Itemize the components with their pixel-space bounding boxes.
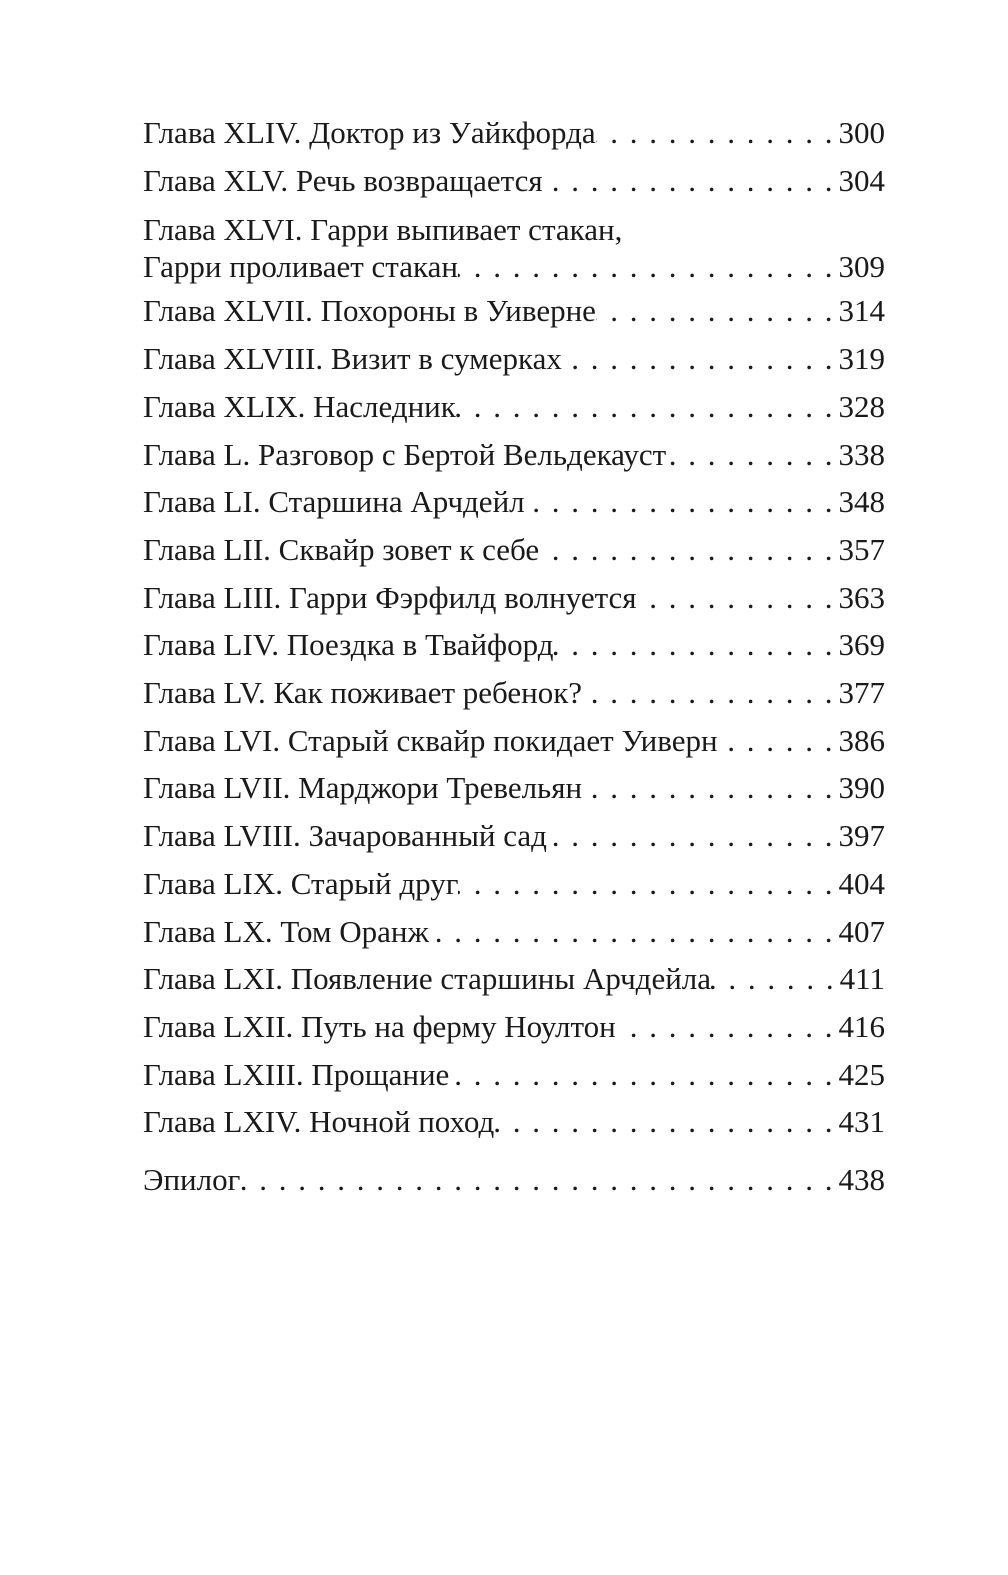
toc-entry (143, 335, 885, 383)
toc-entry (143, 764, 885, 812)
toc-entry-page: 390 (838, 770, 885, 806)
toc-entry-page: 304 (838, 162, 885, 198)
toc-entry-title-line1: Глава XLVI. Гарри выпивает стакан, (143, 212, 623, 248)
dot-leader (539, 526, 838, 574)
dot-leader (562, 335, 839, 383)
toc-entry-title: Эпилог (143, 1162, 241, 1198)
toc-entry (143, 431, 885, 479)
toc-entry (143, 1003, 885, 1051)
dot-leader (616, 1003, 839, 1051)
toc-entry (143, 669, 885, 717)
dot-leader (494, 1098, 838, 1146)
toc-entry (143, 812, 885, 860)
toc-entry (143, 383, 885, 431)
toc-entry-title: Глава LXIII. Прощание (143, 1056, 450, 1092)
toc-entry-page: 416 (838, 1008, 885, 1044)
toc-entry-title: Глава XLVIII. Визит в сумерках (143, 341, 562, 377)
dot-leader (240, 1156, 838, 1204)
toc-entry-title: Глава LV. Как поживает ребенок? (143, 675, 583, 711)
toc-entry-title: Глава LIII. Гарри Фэрфилд волнуется (143, 579, 637, 615)
toc-entry-page: 438 (838, 1162, 885, 1198)
toc-entry (143, 478, 885, 526)
toc-entry-title: Глава LIV. Поездка в Твайфорд (143, 627, 554, 663)
dot-leader (456, 383, 839, 431)
toc-entry-page: 300 (838, 115, 885, 150)
toc-entry (143, 526, 885, 574)
toc-entry (143, 621, 885, 669)
toc-entry-page: 377 (838, 675, 885, 711)
toc-entry-page: 363 (838, 579, 885, 615)
toc-entry (143, 157, 885, 205)
toc-entry-title: Глава LII. Сквайр зовет к себе (143, 531, 540, 567)
toc-entry-page: 411 (839, 961, 885, 997)
dot-leader (525, 478, 839, 526)
toc-entry-title: Глава XLIV. Доктор из Уайкфорда (143, 115, 596, 150)
dot-leader (582, 669, 838, 717)
toc-entry-page: 348 (838, 484, 885, 520)
toc-entry-page: 319 (838, 341, 885, 377)
toc-entry (143, 717, 885, 765)
toc-entry-title: Глава XLIX. Наследник (143, 388, 456, 424)
dot-leader (596, 287, 839, 335)
toc-entry-multiline (143, 204, 885, 287)
dot-leader (582, 764, 838, 812)
dot-leader (458, 860, 838, 908)
dot-leader (543, 157, 839, 205)
section-spacer (143, 1146, 885, 1156)
toc-entry (143, 247, 885, 287)
toc-entry-page: 386 (838, 722, 885, 758)
toc-entry-page: 407 (838, 913, 885, 949)
toc-entry-epilogue (143, 1156, 885, 1204)
toc-entry (143, 1051, 885, 1099)
toc-entry-title: Глава LVI. Старый сквайр покидает Уиверн (143, 722, 718, 758)
toc-entry-page: 338 (838, 436, 885, 472)
dot-leader (458, 247, 839, 287)
toc-entry-title: Глава LXIV. Ночной поход (143, 1104, 495, 1140)
toc-entry-title: Глава XLVII. Похороны в Уиверне (143, 293, 596, 329)
toc-entry-page: 404 (838, 865, 885, 901)
toc-entry-title: Глава LVII. Марджори Тревельян (143, 770, 583, 806)
toc-entry-title: Глава LIX. Старый друг (143, 865, 459, 901)
toc-entry-title: Глава XLV. Речь возвращается (143, 162, 543, 198)
toc-entry-title: Глава LXII. Путь на ферму Ноултон (143, 1008, 616, 1044)
toc-entry-title: Глава LI. Старшина Арчдейл (143, 484, 525, 520)
dot-leader (553, 621, 838, 669)
dot-leader (637, 574, 839, 622)
toc-entry (143, 287, 885, 335)
toc-entry-page: 431 (838, 1104, 885, 1140)
toc-entry-page: 314 (838, 293, 885, 329)
dot-leader (429, 908, 839, 956)
dot-leader (666, 431, 838, 479)
toc-entry (143, 860, 885, 908)
dot-leader (718, 717, 839, 765)
toc-entry (143, 574, 885, 622)
toc-entry-title: Глава LX. Том Оранж (143, 913, 429, 949)
toc-entry-title: Глава LVIII. Зачарованный сад (143, 818, 547, 854)
toc-entry-title: Глава LXI. Появление старшины Арчдейла (143, 961, 712, 997)
toc-entry-page: 425 (838, 1056, 885, 1092)
toc-entry-page: 309 (838, 249, 885, 285)
toc-entry-page: 328 (838, 388, 885, 424)
toc-entry-page: 369 (838, 627, 885, 663)
toc-entry (143, 109, 885, 157)
toc-entry-page: 357 (838, 531, 885, 567)
dot-leader (547, 812, 839, 860)
dot-leader (711, 955, 840, 1003)
toc-entry (143, 1098, 885, 1146)
table-of-contents (143, 109, 885, 1204)
toc-entry-title-line2: Гарри проливает стакан (143, 249, 458, 285)
dot-leader (596, 109, 839, 157)
toc-entry (143, 908, 885, 956)
toc-entry-title: Глава L. Разговор с Бертой Вельдекауст (143, 436, 667, 472)
toc-entry-page: 397 (838, 818, 885, 854)
dot-leader (449, 1051, 838, 1099)
toc-entry (143, 955, 885, 1003)
